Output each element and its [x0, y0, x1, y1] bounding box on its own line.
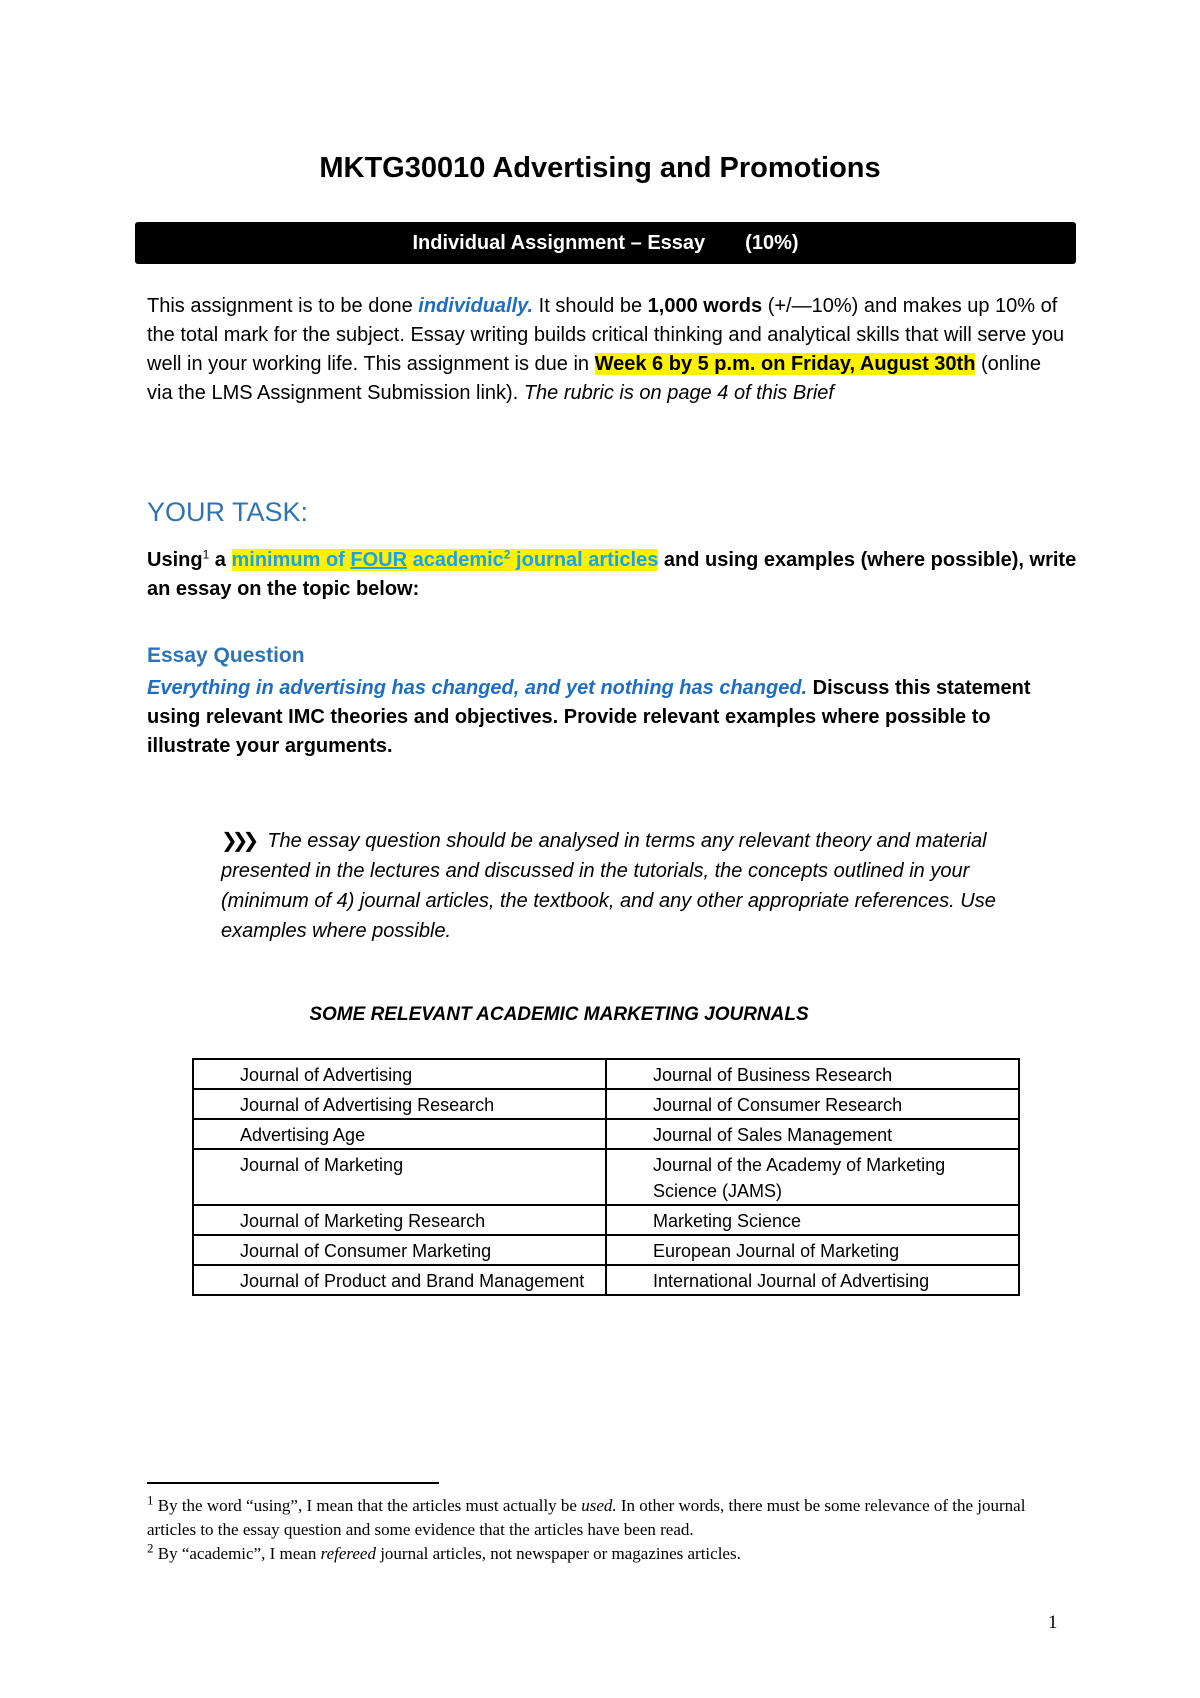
- assignment-banner: [135, 222, 1076, 264]
- table-cell: International Journal of Advertising: [606, 1265, 1019, 1295]
- table-cell: Journal of Advertising Research: [193, 1089, 606, 1119]
- footnote-1: $^1$ By the word “using”, I mean that the articles must actually be used. In other words, there must be some relevance of the journal articles to the essay question and some evidence that the articles have been read.: [147, 1492, 1026, 1539]
- footnote-ref-1: 1: [202, 547, 210, 562]
- table-row: [193, 1265, 1019, 1295]
- word-count: 1,000 words: [647, 295, 763, 317]
- table-row: [193, 1059, 1019, 1089]
- table-cell: Journal of Product and Brand Management: [193, 1265, 606, 1295]
- rubric-note: The rubric is on page 4 of this Brief: [523, 382, 834, 404]
- table-cell: European Journal of Marketing: [606, 1235, 1019, 1265]
- individually-emphasis: individually.: [418, 295, 534, 317]
- analysis-note: ❯❯❯ The essay question should be analysed in terms any relevant theory and material presented in the lectures and discussed in the tutorials, the concepts outlined in your (minimum of 4) journal articles, the textbook, and any other appropriate references. Use examples where possible.: [221, 830, 996, 942]
- table-cell: Journal of the Academy of Marketing Science (JAMS): [606, 1149, 1019, 1205]
- intro-paragraph: This assignment is to be done individually. It should be 1,000 words (+/—10%) and makes up 10% of the total mark for the subject. Essay writing builds critical thinking and analytical skills that will serve you well in your working life. This assignment is due in Week 6 by 5 p.m. on Friday, August 30th (online via the LMS Assignment Submission link). The rubric is on page 4 of this Brief: [147, 295, 1065, 404]
- minimum-articles-highlight: minimum of FOUR academic$^2$ journal articles: [231, 547, 659, 571]
- page-number: 1: [1048, 1612, 1058, 1633]
- table-row: [193, 1119, 1019, 1149]
- journals-table: [192, 1058, 1020, 1296]
- banner-label: Individual Assignment – Essay: [412, 231, 706, 254]
- table-row: [193, 1235, 1019, 1265]
- table-cell: Advertising Age: [193, 1119, 606, 1149]
- your-task-heading: YOUR TASK:: [147, 497, 309, 527]
- table-cell: Journal of Consumer Research: [606, 1089, 1019, 1119]
- footnote-separator: [147, 1482, 439, 1484]
- table-cell: Journal of Marketing Research: [193, 1205, 606, 1235]
- table-cell: Marketing Science: [606, 1205, 1019, 1235]
- table-cell: Journal of Advertising: [193, 1059, 606, 1089]
- due-date-highlight: Week 6 by 5 p.m. on Friday, August 30th: [594, 353, 976, 375]
- essay-quote: Everything in advertising has changed, and yet nothing has changed.: [147, 677, 808, 699]
- table-cell: Journal of Consumer Marketing: [193, 1235, 606, 1265]
- table-cell: Journal of Marketing: [193, 1149, 606, 1205]
- table-cell: Journal of Business Research: [606, 1059, 1019, 1089]
- footnote-2: $^2$ By “academic”, I mean refereed journal articles, not newspaper or magazines articles.: [147, 1540, 741, 1563]
- table-row: [193, 1149, 1019, 1205]
- footnote-ref-2: 2: [503, 547, 511, 562]
- table-row: [193, 1205, 1019, 1235]
- document-title: MKTG30010 Advertising and Promotions: [319, 152, 881, 184]
- journals-title: SOME RELEVANT ACADEMIC MARKETING JOURNALS: [309, 1004, 809, 1025]
- banner-weight: (10%): [745, 231, 799, 254]
- essay-question-heading: Essay Question: [147, 644, 305, 667]
- table-row: [193, 1089, 1019, 1119]
- essay-question-text: Everything in advertising has changed, and yet nothing has changed. Discuss this statement using relevant IMC theories and objectives. Provide relevant examples where possible to illustrate your arguments.: [147, 677, 1031, 757]
- triple-chevron-right-icon: ❯❯❯: [221, 830, 254, 852]
- task-paragraph: Using$^1$ a minimum of FOUR academic$^2$ journal articles and using examples (where possible), write an essay on the topic below:: [147, 547, 1077, 600]
- footnotes: [147, 1494, 1047, 1566]
- table-cell: Journal of Sales Management: [606, 1119, 1019, 1149]
